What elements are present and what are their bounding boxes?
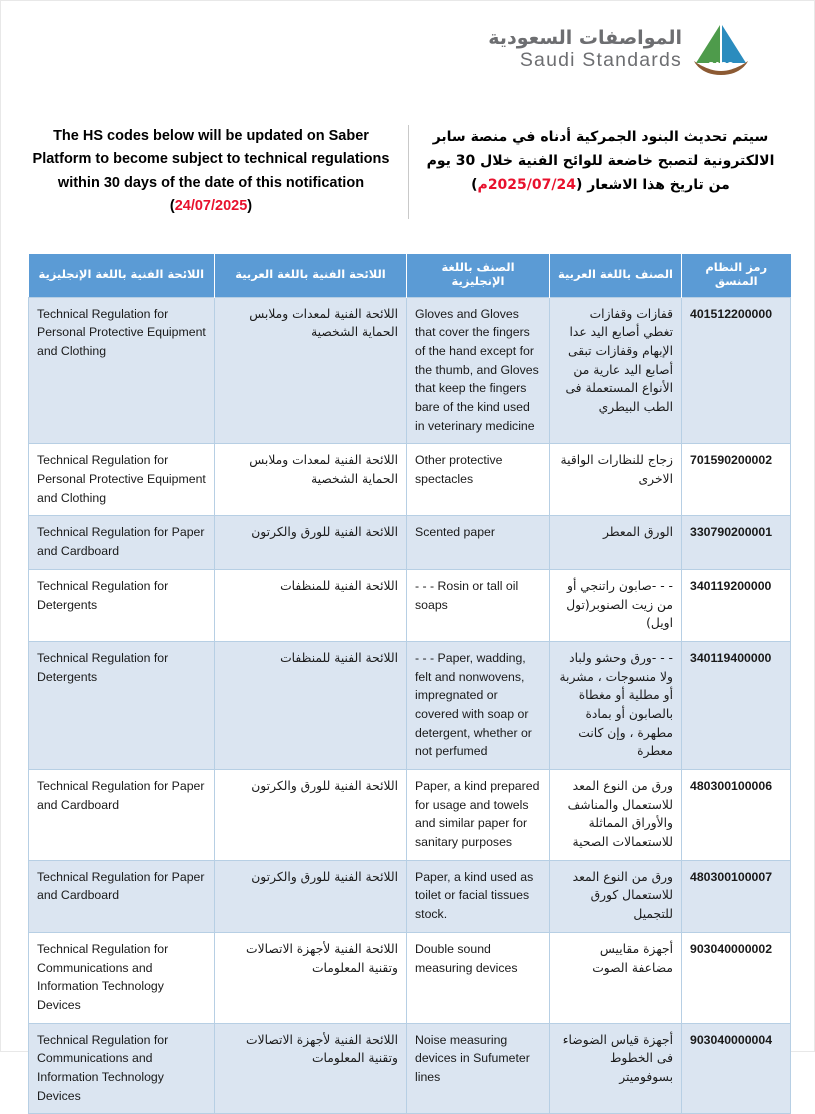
cell-hs-code: 340119200000 [682,569,791,641]
table-header-row [29,254,791,297]
cell-item-ar: - - -صابون راتنجي أو من زيت الصنوبر(تول اويل) [550,569,682,641]
notice-banner [28,125,790,219]
cell-hs-code: 330790200001 [682,516,791,569]
table-row [29,569,791,641]
cell-item-en: Double sound measuring devices [407,932,550,1023]
column-header-regulation-ar: اللائحة الفنية باللغة العربية [215,254,407,297]
hs-codes-table [28,254,791,1114]
cell-item-en: Noise measuring devices in Sufumeter lines [407,1023,550,1114]
cell-regulation-en: Technical Regulation for Communications and Information Technology Devices [29,932,215,1023]
cell-regulation-en: Technical Regulation for Paper and Cardboard [29,516,215,569]
cell-regulation-ar: اللائحة الفنية للمنظفات [215,641,407,769]
cell-hs-code: 903040000002 [682,932,791,1023]
cell-regulation-ar: اللائحة الفنية لمعدات وملابس الحماية الشخصية [215,444,407,516]
hs-codes-table-wrapper [28,254,790,1114]
cell-hs-code: 903040000004 [682,1023,791,1114]
saso-logo-mark-icon [690,23,752,77]
column-header-item-en: الصنف باللغة الإنجليزية [407,254,550,297]
table-row [29,297,791,444]
notice-arabic-date: 2025/07/24م [477,177,576,194]
cell-item-en: - - - Paper, wadding, felt and nonwovens, impregnated or covered with soap or detergent, whether or not perfumed [407,641,550,769]
table-row [29,932,791,1023]
cell-hs-code: 340119400000 [682,641,791,769]
cell-item-ar: أجهزة مقاييس مضاعفة الصوت [550,932,682,1023]
cell-regulation-en: Technical Regulation for Paper and Cardboard [29,770,215,861]
saso-logo [488,23,752,77]
cell-hs-code: 701590200002 [682,444,791,516]
cell-regulation-ar: اللائحة الفنية للورق والكرتون [215,860,407,932]
cell-item-en: Gloves and Gloves that cover the fingers of the hand except for the thumb, and Gloves that keep the fingers bare of the kind used in veterinary medicine [407,297,550,444]
table-header [29,254,791,297]
cell-item-ar: - - -ورق وحشو ولباد ولا منسوجات ، مشربة أو مطلية أو مغطاة بالصابون أو بمادة مطهرة ، وإن كانت معطرة [550,641,682,769]
table-row [29,516,791,569]
table-row [29,641,791,769]
cell-regulation-en: Technical Regulation for Communications and Information Technology Devices [29,1023,215,1114]
cell-item-en: Scented paper [407,516,550,569]
notice-english [28,125,409,219]
column-header-hs-code: رمز النظام المنسق [682,254,791,297]
cell-regulation-ar: اللائحة الفنية لأجهزة الاتصالات وتقنية المعلومات [215,1023,407,1114]
notice-arabic-text: سيتم تحديث البنود الجمركية أدناه في منصة سابر الالكترونية لتصبح خاضعة للوائح الفنية خلال 30 يوم من تاريخ هذا الاشعار ( [426,129,775,194]
cell-regulation-ar: اللائحة الفنية للمنظفات [215,569,407,641]
cell-regulation-ar: اللائحة الفنية لمعدات وملابس الحماية الشخصية [215,297,407,444]
table-row [29,770,791,861]
cell-item-ar: الورق المعطر [550,516,682,569]
cell-hs-code: 401512200000 [682,297,791,444]
cell-regulation-en: Technical Regulation for Detergents [29,641,215,769]
notice-arabic-tail: ) [471,177,478,194]
cell-regulation-en: Technical Regulation for Personal Protective Equipment and Clothing [29,297,215,444]
cell-item-ar: ورق من النوع المعد للاستعمال كورق للتجميل [550,860,682,932]
table-row [29,444,791,516]
column-header-item-ar: الصنف باللغة العربية [550,254,682,297]
cell-item-en: - - - Rosin or tall oil soaps [407,569,550,641]
cell-item-ar: أجهزة قياس الضوضاء فى الخطوط بسوفوميتر [550,1023,682,1114]
cell-item-en: Paper, a kind used as toilet or facial tissues stock. [407,860,550,932]
cell-item-en: Paper, a kind prepared for usage and towels and similar paper for sanitary purposes [407,770,550,861]
cell-regulation-ar: اللائحة الفنية للورق والكرتون [215,770,407,861]
notice-arabic [409,125,790,219]
saso-logo-mark-label: SASO [707,61,735,72]
cell-regulation-ar: اللائحة الفنية لأجهزة الاتصالات وتقنية المعلومات [215,932,407,1023]
cell-regulation-en: Technical Regulation for Paper and Cardboard [29,860,215,932]
cell-hs-code: 480300100006 [682,770,791,861]
cell-item-ar: قفازات وقفازات تغطي أصابع اليد عدا الإبهام وقفازات تبقى أصابع اليد عارية من الأنواع المستعملة فى الطب البيطري [550,297,682,444]
cell-item-ar: ورق من النوع المعد للاستعمال والمناشف والأوراق المماثلة للاستعمالات الصحية [550,770,682,861]
cell-item-en: Other protective spectacles [407,444,550,516]
table-row [29,1023,791,1114]
column-header-regulation-en: اللائحة الفنية باللغة الإنجليزية [29,254,215,297]
notice-english-date: 24/07/2025 [174,198,248,215]
notice-english-tail: ) [247,198,253,215]
logo-text [488,29,682,70]
cell-hs-code: 480300100007 [682,860,791,932]
cell-regulation-ar: اللائحة الفنية للورق والكرتون [215,516,407,569]
logo-english-name: Saudi Standards [519,49,682,72]
cell-regulation-en: Technical Regulation for Detergents [29,569,215,641]
cell-regulation-en: Technical Regulation for Personal Protective Equipment and Clothing [29,444,215,516]
cell-item-ar: زجاج للنظارات الواقية الاخرى [550,444,682,516]
notice-english-text: The HS codes below will be updated on Saber Platform to become subject to technical regulations within 30 days of the date of this notification ( [32,128,390,215]
logo-arabic-name: المواصفات السعودية [488,27,682,50]
table-row [29,860,791,932]
table-body [29,297,791,1114]
